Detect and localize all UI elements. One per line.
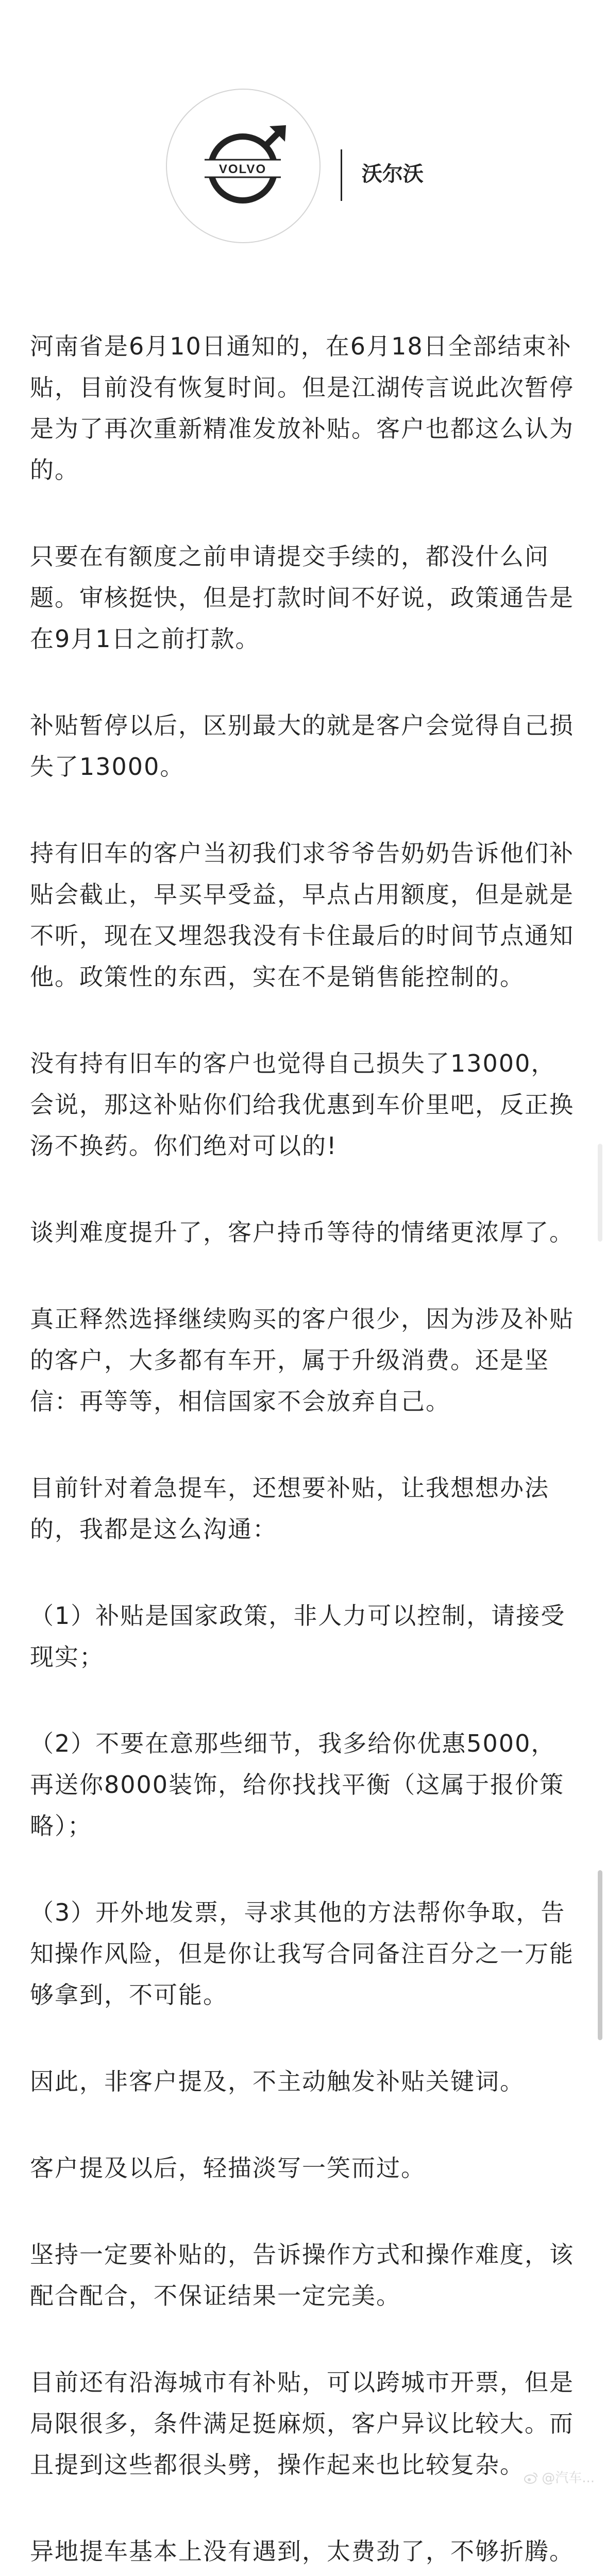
brand-divider: [341, 149, 342, 201]
article-paragraph: 只要在有额度之前申请提交手续的，都没什么问题。审核挺快，但是打款时间不好说，政策通告是在9月1日之前打款。: [30, 543, 574, 653]
article-paragraph: 客户提及以后，轻描淡写一笑而过。: [30, 2154, 426, 2182]
article-paragraph: 目前针对着急提车，还想要补贴，让我想想办法的，我都是这么沟通：: [30, 1474, 549, 1543]
article-paragraph: 河南省是6月10日通知的，在6月18日全部结束补贴，目前没有恢复时间。但是江湖传言说此次暂停是为了再次重新精准发放补贴。客户也都这么认为的。: [30, 332, 574, 484]
article-body: [30, 326, 577, 2576]
article-paragraph: （3）开外地发票，寻求其他的方法帮你争取，告知操作风险，但是你让我写合同备注百分之一万能够拿到，不可能。: [30, 1899, 574, 2009]
brand-logo-badge: [166, 89, 321, 243]
watermark-text: @汽车...: [542, 2470, 595, 2486]
watermark: [517, 2468, 595, 2488]
scrollbar-track: [598, 1144, 602, 1242]
article-paragraph: 补贴暂停以后，区别最大的就是客户会觉得自己损失了13000。: [30, 711, 574, 781]
volvo-logo-icon: [197, 120, 291, 214]
article-paragraph: 异地提车基本上没有遇到，太费劲了，不够折腾。: [30, 2537, 574, 2565]
article-paragraph: 目前还有沿海城市有补贴，可以跨城市开票，但是局限很多，条件满足挺麻烦，客户异议比较大。而且提到这些都很头劈，操作起来也比较复杂。: [30, 2368, 574, 2479]
brand-name: 沃尔沃: [362, 162, 424, 186]
article-paragraph: 因此，非客户提及，不主动触发补贴关键词。: [30, 2067, 525, 2095]
article-paragraph: 真正释然选择继续购买的客户很少，因为涉及补贴的客户，大多都有车开，属于升级消费。还是坚信：再等等，相信国家不会放弃自己。: [30, 1305, 574, 1415]
article-paragraph: 坚持一定要补贴的，告诉操作方式和操作难度，该配合配合，不保证结果一定完美。: [30, 2241, 574, 2310]
article-paragraph: （1）补贴是国家政策，非人力可以控制，请接受现实；: [30, 1602, 566, 1671]
article-header: [0, 0, 606, 289]
article-paragraph: （2）不要在意那些细节，我多给你优惠5000，再送你8000装饰，给你找找平衡（这属于报价策略）；: [30, 1730, 565, 1840]
article-paragraph: 没有持有旧车的客户也觉得自己损失了13000，会说，那这补贴你们给我优惠到车价里吧，反正换汤不换药。你们绝对可以的!: [30, 1049, 574, 1160]
weibo-watermark-icon: [523, 2470, 538, 2486]
logo-wordmark: VOLVO: [218, 162, 267, 176]
scrollbar-thumb[interactable]: [598, 1870, 602, 2040]
article-paragraph: 持有旧车的客户当初我们求爷爷告奶奶告诉他们补贴会截止，早买早受益，早点占用额度，但是就是不听，现在又埋怨我没有卡住最后的时间节点通知他。政策性的东西，实在不是销售能控制的。: [30, 839, 574, 991]
article-paragraph: 谈判难度提升了，客户持币等待的情绪更浓厚了。: [30, 1218, 574, 1246]
